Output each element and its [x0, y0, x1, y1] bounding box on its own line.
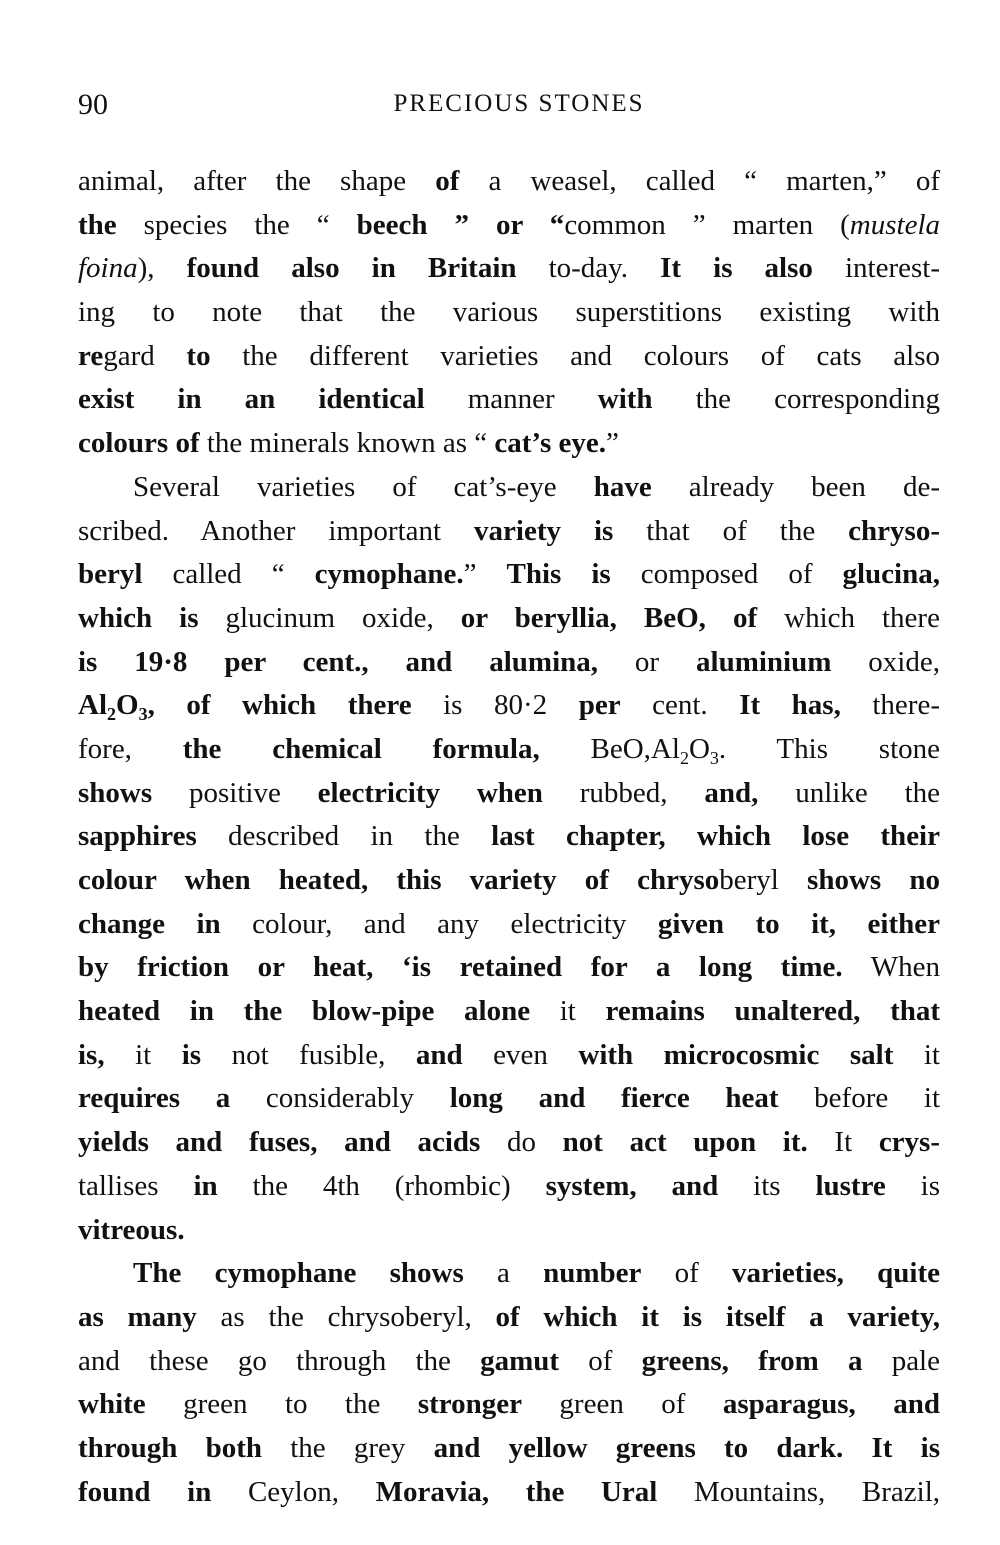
- text-run: it: [893, 1038, 940, 1071]
- text-run: It: [807, 1126, 879, 1159]
- text-run: even: [462, 1038, 579, 1071]
- text-run: of which it is itself a variety,: [495, 1300, 940, 1333]
- text-line: [78, 422, 940, 466]
- text-run: , of which there: [147, 689, 412, 722]
- text-run: gamut: [480, 1344, 560, 1377]
- text-line: [78, 946, 940, 990]
- text-run: ),: [137, 252, 187, 285]
- text-line: [78, 1121, 940, 1165]
- text-run: already been de-: [651, 470, 941, 503]
- text-run: Al: [78, 689, 107, 722]
- text-run: vitreous.: [78, 1213, 185, 1246]
- text-run: in: [193, 1169, 218, 1202]
- running-title: PRECIOUS STONES: [393, 90, 645, 117]
- text-run: It is also: [660, 252, 813, 285]
- text-run: and: [415, 1038, 463, 1071]
- text-run: re: [78, 339, 104, 372]
- text-run: manner: [424, 383, 598, 416]
- text-run: have: [593, 470, 652, 503]
- text-run: shows no: [807, 864, 940, 896]
- text-line: [78, 247, 940, 291]
- text-run: shows: [78, 776, 153, 809]
- text-run: gard: [103, 339, 187, 372]
- text-line: [78, 204, 940, 248]
- text-line: [78, 1077, 940, 1121]
- text-run: found in: [78, 1475, 212, 1508]
- text-run: 2: [679, 747, 689, 768]
- text-line: [78, 378, 940, 422]
- text-run: oxide,: [831, 645, 940, 678]
- text-run: When: [842, 951, 940, 984]
- text-run: not act upon it.: [562, 1126, 808, 1159]
- text-run: is: [885, 1169, 941, 1202]
- text-run: 2: [107, 704, 116, 725]
- text-run: colours of: [78, 427, 200, 460]
- text-run: a: [463, 1257, 544, 1290]
- text-run: the 4th (rhombic): [217, 1169, 546, 1202]
- text-run: animal, after the shape: [78, 165, 436, 197]
- text-line: [78, 1034, 940, 1078]
- text-run: found also in Britain: [186, 252, 517, 285]
- text-run: stronger: [417, 1388, 522, 1421]
- text-run: as many: [78, 1300, 197, 1333]
- text-run: positive: [152, 776, 318, 809]
- text-run: aluminium: [696, 645, 832, 678]
- text-run: of: [641, 1257, 732, 1290]
- text-run: the corresponding: [652, 383, 940, 416]
- text-run: exist in an identical: [78, 383, 425, 416]
- text-run: cent.: [620, 689, 740, 722]
- text-run: It is: [843, 1431, 940, 1464]
- text-run: is 80·2: [411, 689, 579, 722]
- text-run: mustela: [849, 208, 940, 241]
- text-run: there-: [840, 689, 940, 722]
- text-run: Mountains, Brazil,: [657, 1475, 940, 1508]
- text-run: cymophane.: [314, 558, 464, 591]
- text-run: the grey: [262, 1431, 434, 1464]
- text-run: requires a: [78, 1082, 231, 1115]
- text-run: Several varieties of cat’s-eye: [133, 470, 594, 503]
- text-line: [78, 1471, 940, 1515]
- text-run: green to the: [145, 1388, 418, 1421]
- text-run: foina: [78, 252, 138, 285]
- text-run: a weasel, called “ marten,” of: [459, 165, 940, 197]
- text-line: [78, 1340, 940, 1384]
- text-run: interest-: [812, 252, 940, 285]
- text-run: is 19·8 per cent., and alumina,: [78, 645, 599, 678]
- text-run: colour, and any electricity: [220, 907, 658, 940]
- text-run: fore,: [78, 732, 183, 765]
- text-run: varieties, quite: [732, 1257, 940, 1290]
- text-run: as the chrysoberyl,: [196, 1300, 496, 1333]
- text-run: tallises: [78, 1169, 194, 1202]
- text-run: with microcosmic salt: [578, 1038, 894, 1071]
- text-run: BeO,Al: [539, 732, 680, 765]
- text-run: unlike the: [758, 776, 940, 809]
- text-run: ”: [463, 558, 507, 591]
- text-run: the minerals known as “: [199, 427, 495, 460]
- text-line: [78, 1252, 940, 1296]
- text-run: greens, from a: [641, 1344, 863, 1377]
- text-run: heated in the blow-pipe alone: [78, 995, 531, 1028]
- text-run: beech ” or “: [356, 208, 565, 241]
- text-run: colour when heated, this variety of chryso: [78, 864, 720, 896]
- text-run: species the “: [116, 208, 357, 241]
- text-line: [78, 815, 940, 859]
- text-run: the: [78, 208, 117, 241]
- text-run: described in the: [196, 820, 492, 853]
- text-run: chryso-: [848, 514, 940, 547]
- text-run: through both: [78, 1431, 263, 1464]
- text-run: called “: [142, 558, 315, 591]
- text-run: it: [104, 1038, 182, 1071]
- text-run: crys-: [878, 1126, 940, 1159]
- text-run: and,: [704, 776, 759, 809]
- text-run: and yellow greens to dark.: [433, 1431, 844, 1464]
- text-run: is,: [78, 1038, 105, 1071]
- text-run: per: [578, 689, 621, 722]
- text-line: [78, 553, 940, 597]
- paragraph: [78, 160, 940, 466]
- text-run: . This stone: [718, 732, 941, 765]
- text-run: ing to note that the various superstitions existing with: [78, 296, 940, 329]
- text-run: glucina,: [842, 558, 940, 591]
- text-run: by friction or heat, ‘is retained for a long time.: [78, 951, 843, 984]
- text-line: [78, 335, 940, 379]
- text-run: which is: [78, 601, 199, 634]
- text-run: to-day.: [516, 252, 661, 285]
- text-line: [78, 772, 940, 816]
- text-run: ”: [606, 427, 619, 460]
- text-line: [78, 1165, 940, 1209]
- text-run: rubbed,: [542, 776, 705, 809]
- body-text: [78, 160, 940, 1514]
- text-run: It has,: [739, 689, 841, 722]
- text-run: glucinum oxide,: [198, 601, 461, 634]
- text-run: This is: [506, 558, 611, 591]
- text-run: green of: [521, 1388, 723, 1421]
- paragraph: [78, 1252, 940, 1514]
- text-run: O: [116, 689, 139, 722]
- text-run: number: [543, 1257, 642, 1290]
- text-run: last chapter, which lose their: [491, 820, 940, 853]
- text-run: long and fierce heat: [449, 1082, 779, 1115]
- text-run: variety is: [474, 514, 614, 547]
- text-run: to: [186, 339, 211, 372]
- text-run: is: [181, 1038, 202, 1071]
- text-run: considerably: [230, 1082, 450, 1115]
- page-header: [78, 88, 940, 128]
- text-line: [78, 990, 940, 1034]
- text-run: or beryllia, BeO, of: [460, 601, 758, 634]
- text-line: [78, 466, 940, 510]
- text-run: or: [598, 645, 697, 678]
- text-run: composed of: [610, 558, 843, 591]
- text-run: beryl: [719, 864, 808, 896]
- text-line: [78, 1427, 940, 1471]
- paragraph: [78, 466, 940, 1252]
- text-line: [78, 1383, 940, 1427]
- text-run: remains unaltered, that: [605, 995, 941, 1028]
- text-line: [78, 728, 940, 772]
- text-line: [78, 859, 940, 903]
- text-run: with: [597, 383, 653, 416]
- text-line: [78, 903, 940, 947]
- text-line: [78, 1209, 940, 1253]
- text-run: it: [530, 995, 606, 1028]
- text-run: electricity when: [317, 776, 543, 809]
- text-run: do: [480, 1126, 563, 1159]
- text-run: yields and fuses, and acids: [78, 1126, 481, 1159]
- text-run: asparagus, and: [722, 1388, 941, 1421]
- text-line: [78, 641, 940, 685]
- text-line: [78, 684, 940, 728]
- text-run: not fusible,: [201, 1038, 416, 1071]
- text-run: change in: [78, 907, 221, 940]
- text-run: The cymophane shows: [133, 1257, 464, 1290]
- text-line: [78, 510, 940, 554]
- text-run: its: [718, 1169, 816, 1202]
- text-run: system, and: [545, 1169, 719, 1202]
- text-run: pale: [862, 1344, 940, 1377]
- text-run: scribed. Another important: [78, 514, 475, 547]
- text-run: O: [688, 732, 710, 765]
- text-run: white: [78, 1388, 146, 1421]
- text-line: [78, 160, 940, 204]
- text-run: before it: [778, 1082, 941, 1115]
- text-run: cat’s eye.: [494, 427, 607, 460]
- text-run: the chemical formula,: [182, 732, 540, 765]
- text-run: which there: [757, 601, 940, 634]
- text-run: given to it, either: [657, 907, 940, 940]
- text-line: [78, 597, 940, 641]
- text-run: and these go through the: [78, 1344, 481, 1377]
- text-run: Ceylon,: [211, 1475, 376, 1508]
- text-run: sapphires: [78, 820, 197, 853]
- text-run: that of the: [613, 514, 849, 547]
- text-run: 3: [709, 747, 719, 768]
- text-line: [78, 291, 940, 335]
- text-run: 3: [138, 704, 148, 725]
- page-number: 90: [78, 88, 108, 121]
- text-run: beryl: [78, 558, 143, 591]
- text-line: [78, 1296, 940, 1340]
- text-run: of: [559, 1344, 642, 1377]
- text-run: common ” marten (: [564, 208, 850, 241]
- text-run: of: [435, 165, 460, 197]
- text-run: the different varieties and colours of cats also: [210, 339, 940, 372]
- text-run: Moravia, the Ural: [375, 1475, 658, 1508]
- text-run: lustre: [815, 1169, 886, 1202]
